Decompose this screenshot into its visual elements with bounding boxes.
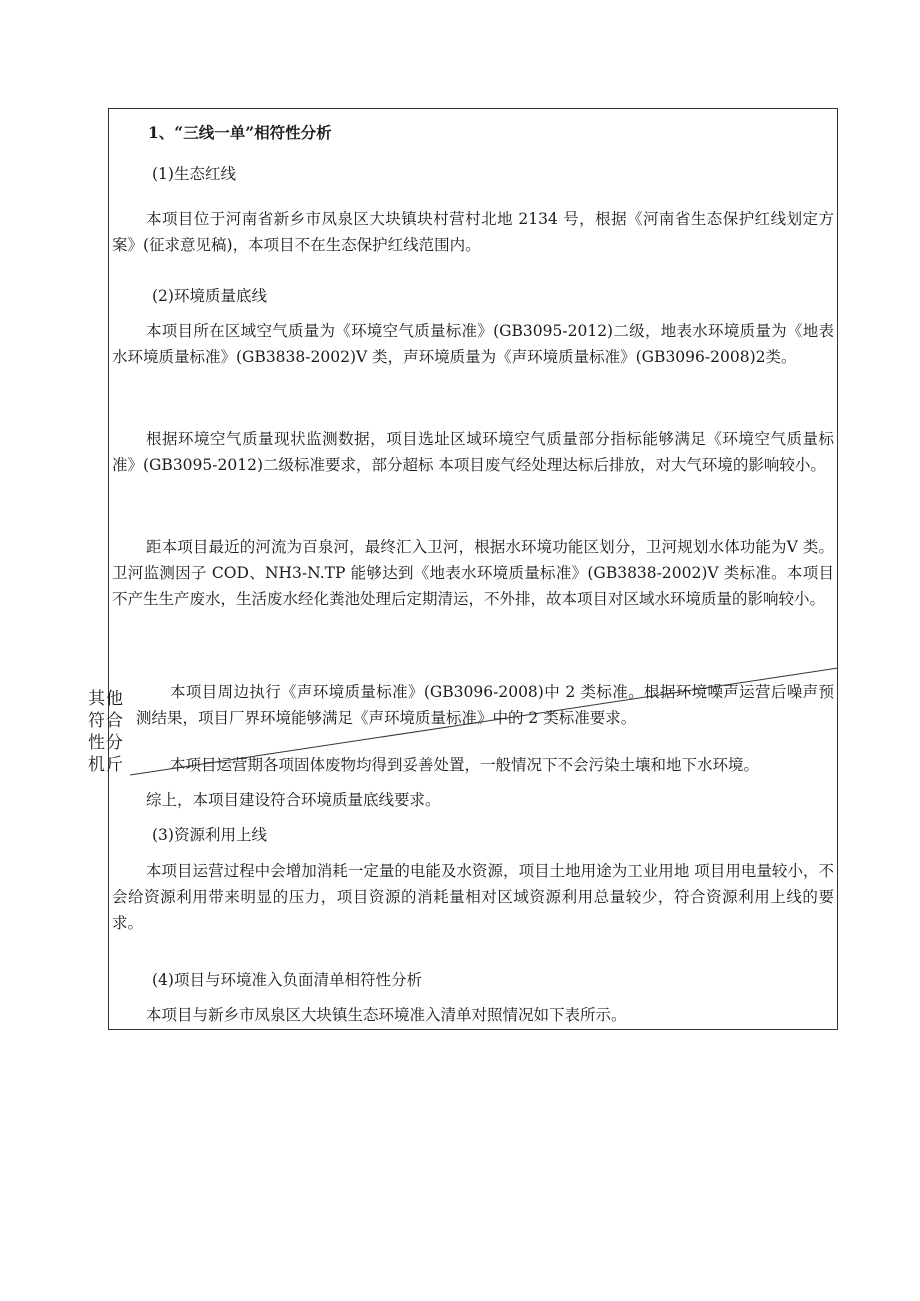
section-title: 1、“三线一单”相符性分析 [148, 123, 332, 142]
side-label-line-2: 符合 [88, 711, 124, 731]
negative-heading: (4)项目与环境准入负面清单相符性分析 [152, 971, 422, 989]
env-p5: 本项目运营期各项固体废物均得到妥善处置，一般情况下不会污染土壤和地下水环境。 [170, 756, 760, 774]
env-p1: 本项目所在区域空气质量为《环境空气质量标准》(GB3095-2012)二级，地表水环境质量为《地表水环境质量标准》(GB3838-2002)V 类，声环境质量为《声环境质量标准》(GB3096-2008)2类。 [112, 322, 834, 366]
resource-heading: (3)资源利用上线 [152, 826, 267, 844]
env-heading: (2)环境质量底线 [152, 287, 267, 305]
side-label-line-4: 机斤 [88, 755, 124, 775]
side-label-line-3: 性分 [88, 733, 124, 753]
eco-body: 本项目位于河南省新乡市凤泉区大块镇块村营村北地 2134 号，根据《河南省生态保护红线划定方案》(征求意见稿)，本项目不在生态保护红线范围内。 [112, 210, 834, 254]
env-p4: 本项目周边执行《声环境质量标准》(GB3096-2008)中 2 类标准。根据环境噪声运营后噪声预测结果，项目厂界环境能够满足《声环境质量标准》中的 2 类标准要求。 [136, 683, 834, 727]
env-p6: 综上，本项目建设符合环境质量底线要求。 [146, 791, 441, 809]
side-label [88, 688, 134, 776]
eco-heading: (1)生态红线 [152, 165, 236, 183]
env-p3: 距本项目最近的河流为百泉河，最终汇入卫河，根据水环境功能区划分，卫河规划水体功能为V 类。卫河监测因子 COD、NH3-N.TP 能够达到《地表水环境质量标准》(GB3838-2002)V 类标准。本项目不产生生产废水，生活废水经化粪池处理后定期清运，不外排，故本项目对区域水环境质量的影响较小。 [112, 538, 834, 608]
side-label-line-1: 其他 [88, 689, 124, 709]
resource-body: 本项目运营过程中会增加消耗一定量的电能及水资源，项目土地用途为工业用地 项目用电量较小，不会给资源利用带来明显的压力，项目资源的消耗量相对区域资源利用总量较少，符合资源利用上线的要求。 [112, 862, 834, 932]
env-p2: 根据环境空气质量现状监测数据，项目选址区域环境空气质量部分指标能够满足《环境空气质量标准》(GB3095-2012)二级标准要求，部分超标 本项目废气经处理达标后排放，对大气环境的影响较小。 [112, 430, 834, 474]
negative-body: 本项目与新乡市凤泉区大块镇生态环境准入清单对照情况如下表所示。 [146, 1006, 627, 1024]
